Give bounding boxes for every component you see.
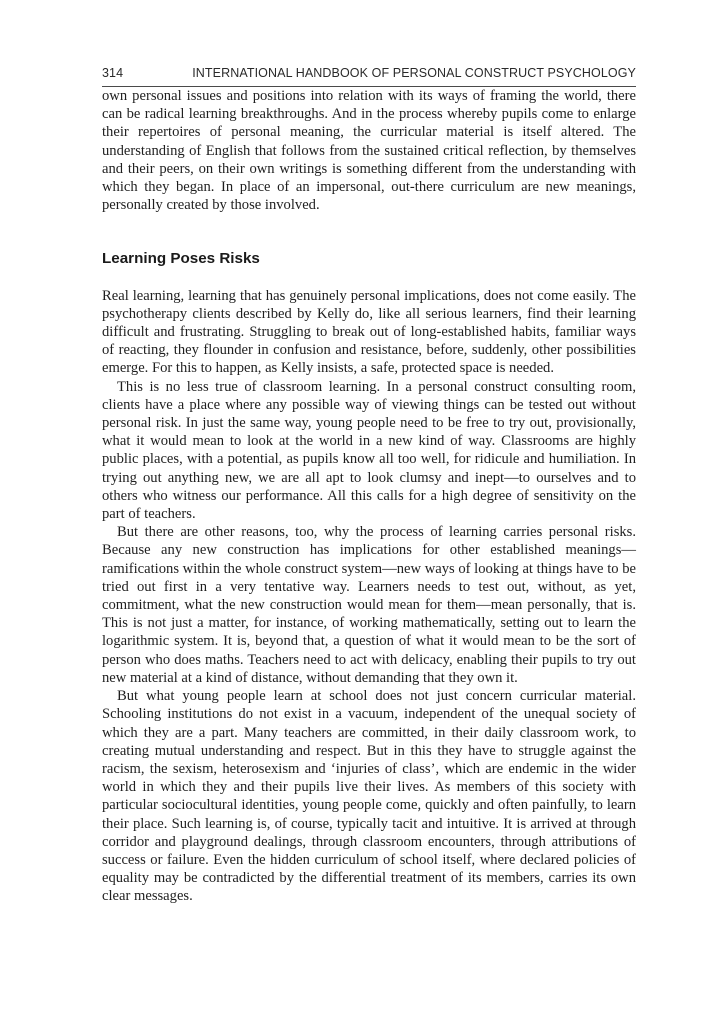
paragraph-1: Real learning, learning that has genuinely personal implications, does not come easily. The psychotherapy clients described by Kelly do, like all serious learners, find their learning difficult and frustrating. Struggling to break out of long-established habits, familiar ways of reacting, they flounder in confusion and resistance, before, suddenly, other possibilities emerge. For this to happen, as Kelly insists, a safe, protected space is needed. [102,287,636,377]
page-number: 314 [102,66,124,80]
running-title: INTERNATIONAL HANDBOOK OF PERSONAL CONSTRUCT PSYCHOLOGY [192,66,636,80]
paragraph-2: This is no less true of classroom learning. In a personal construct consulting room, clients have a place where any possible way of viewing things can be tested out without personal risk. In just the same way, young people need to be free to try out, provisionally, what it would mean to look at the world in a new kind of way. Classrooms are highly public places, with a potential, as pupils know all too well, for ridicule and humiliation. In trying out anything new, we are all apt to look clumsy and inept—to ourselves and to others who witness our performance. All this calls for a high degree of sensitivity on the part of teachers. [102,378,636,523]
body-text [102,87,636,906]
paragraph-4: But what young people learn at school does not just concern curricular material. Schooling institutions do not exist in a vacuum, independent of the unequal society of which they are a part. Many teachers are committed, in their daily classroom work, to creating mutual understanding and respect. But in this they have to struggle against the racism, the sexism, heterosexism and ‘injuries of class’, which are endemic in the wider world in which they and their pupils live their lives. As members of this society with particular sociocultural identities, young people come, quickly and often painfully, to learn their place. Such learning is, of course, typically tacit and intuitive. It is arrived at through corridor and playground dealings, through classroom encounters, through attributions of success or failure. Even the hidden curriculum of school itself, where declared policies of equality may be contradicted by the differential treatment of its members, carries its own clear messages. [102,688,636,905]
intro-paragraph: own personal issues and positions into relation with its ways of framing the world, there can be radical learning breakthroughs. And in the process whereby pupils come to enlarge their repertoires of personal meaning, the curricular material is itself altered. The understanding of English that follows from the sustained critical reflection, by themselves and their peers, on their own writings is something different from the understanding with which they began. In place of an impersonal, out-there curriculum are new meanings, personally created by those involved. [102,88,636,214]
running-header [102,66,636,87]
book-page [102,66,636,906]
section-heading: Learning Poses Risks [102,250,260,268]
paragraph-3: But there are other reasons, too, why the process of learning carries personal risks. Because any new construction has implications for other established meanings—ramifications within the whole construct system—new ways of looking at things have to be tried out first in a very tentative way. Learners needs to test out, without, as yet, commitment, what the new construction would mean for them—mean personally, that is. This is not just a matter, for instance, of working mathematically, setting out to learn the logarithmic system. It is, beyond that, a question of what it would mean to be the sort of person who does maths. Teachers need to act with delicacy, enabling their pupils to try out new material at a kind of distance, without demanding that they own it. [102,524,636,686]
